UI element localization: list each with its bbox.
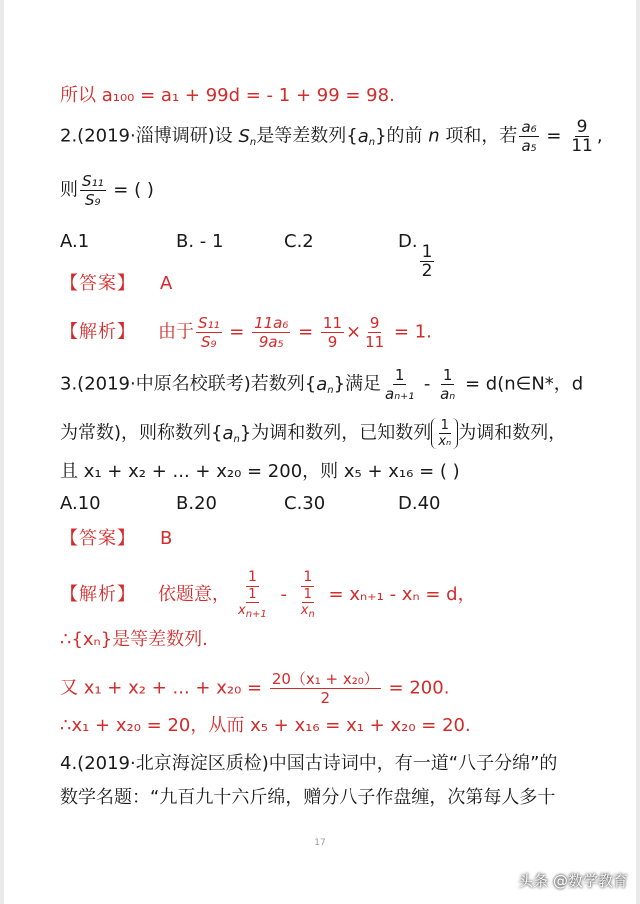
q3-option-c: C.30 <box>284 493 326 514</box>
q3-analysis-tag: 【解析】 <box>60 584 136 605</box>
q3-line2a: 为常数)，则称数列{ <box>60 422 223 444</box>
q3-f2: $\frac{1}{\text{aₙ}}$ <box>440 366 456 403</box>
q3-analysis-c <box>60 670 449 707</box>
q2-an: $a_n$ <box>357 125 376 148</box>
line-a100-text: 所以 a₁₀₀ = a₁ + 99d = - 1 + 99 = 98. <box>60 85 395 106</box>
q3-line-c-tail: = 200. <box>382 677 450 699</box>
q3-line-c-prefix: 又 x₁ + x₂ + ... + x₂₀ = <box>60 677 268 699</box>
q2-answer <box>60 272 172 296</box>
q4-line-2 <box>60 786 555 810</box>
q2-option-d-fraction: $\frac{1}{2}$ <box>421 242 433 281</box>
document-page <box>4 0 636 904</box>
q2-ratio-fraction: $\frac{\text{a₆}}{\text{a₅}}$ <box>521 118 537 155</box>
q3-answer-tag: 【答案】 <box>60 528 136 549</box>
q3-line2c: 为调和数列， <box>458 422 567 444</box>
q3-line-d: ∴x₁ + x₂₀ = 20，从而 x₅ + x₁₆ = x₁ + x₂₀ = 20. <box>60 715 471 736</box>
q3-line3: 且 x₁ + x₂ + ... + x₂₀ = 200，则 x₅ + x₁₆ = ( ) <box>60 461 460 482</box>
q2-n: n <box>428 125 440 147</box>
q3-analysis: 【解析】 依题意， $\frac{1}{\frac{1}{x_{n+1}}}$ - $\frac{1}{\frac{1}{x_n}}$ = xₙ₊₁ - xₙ = d， <box>60 569 476 620</box>
q2-sn: $S_n$ <box>238 125 257 148</box>
q2-option-d: D. $\frac{1}{2}$ <box>398 231 433 281</box>
q3-answer <box>60 527 172 551</box>
q2-option-c: C.2 <box>284 231 314 252</box>
q2-analysis-prefix: 由于 <box>158 321 194 343</box>
q3-analysis-b <box>60 628 208 652</box>
q2-analysis: 【解析】 由于 $\frac{\text{S₁₁}}{\text{S₉}}$ = $\frac{\text{11a₆}}{\text{9a₅}}$ = $\frac{11}{9}$ × $\frac{9}{11}$ = 1. <box>60 314 432 351</box>
q3-line-b: ∴{xₙ}是等差数列. <box>60 629 208 650</box>
q2-statement <box>60 118 603 155</box>
q3-statement-2 <box>60 418 566 452</box>
q2-option-a: A.1 <box>60 231 90 252</box>
q2-eq: = <box>540 125 568 147</box>
q3-statement <box>60 366 583 403</box>
q3-analysis-compound-1: $\frac{1}{\frac{1}{x_{n+1}}}$ <box>238 569 267 620</box>
q2-analysis-f2: $\frac{\text{11a₆}}{\text{9a₅}}$ <box>254 314 289 351</box>
q2-question <box>60 172 154 209</box>
q3-an-2: $a_n$ <box>222 422 240 445</box>
q2-options <box>60 230 580 281</box>
q2-tail: , <box>596 125 603 147</box>
q2-mid3: 项和，若 <box>439 125 518 147</box>
q2-analysis-tag: 【解析】 <box>60 321 136 343</box>
q3-option-b: B.20 <box>176 493 217 514</box>
q2-mid2: }的前 <box>375 125 429 147</box>
q2-ze: 则 <box>60 179 78 201</box>
q2-answer-tag: 【答案】 <box>60 273 136 294</box>
q3-analysis-compound-2: $\frac{1}{\frac{1}{x_n}}$ <box>300 569 315 620</box>
q3-option-d: D.40 <box>398 493 441 514</box>
q3-prefix: 3.(2019·中原名校联考)若数列{ <box>60 373 317 395</box>
q4-text-2: 数学名题：“九百九十六斤绵，赠分八子作盘缠，次第每人多十 <box>60 787 556 808</box>
q3-f1: $\frac{1}{\text{aₙ₊₁}}$ <box>385 366 415 403</box>
q2-option-b: B. - 1 <box>176 231 224 252</box>
q3-analysis-tail: = xₙ₊₁ - xₙ = d， <box>322 584 476 605</box>
q2-analysis-f3: $\frac{11}{9}$ <box>322 314 343 351</box>
page-number: 17 <box>314 838 326 848</box>
q3-option-a: A.10 <box>60 493 101 514</box>
q3-analysis-d <box>60 714 471 738</box>
line-a100 <box>60 84 395 108</box>
q3-options <box>60 492 580 518</box>
q2-answer-value: A <box>160 273 173 294</box>
q4-text-1: 4.(2019·北京海淀区质检)中国古诗词中，有一道“八子分绵”的 <box>60 753 558 774</box>
q3-an: $a_n$ <box>316 373 334 396</box>
q2-analysis-f1: $\frac{\text{S₁₁}}{\text{S₉}}$ <box>198 314 220 351</box>
watermark: 头条 @数学教育 <box>518 872 628 890</box>
q2-mid: 是等差数列{ <box>256 125 358 147</box>
q3-mid: }满足 <box>333 373 382 395</box>
q2-value-fraction: $\frac{9}{11}$ <box>571 117 593 156</box>
q3-line2b: }为调和数列，已知数列 <box>239 422 432 444</box>
q2-prefix: 2.(2019·淄博调研)设 <box>60 125 239 147</box>
q3-minus: - <box>418 373 437 395</box>
q3-paren-fraction: $\frac{1}{\text{xₙ}}$ <box>431 418 458 449</box>
q3-answer-value: B <box>160 528 173 549</box>
q3-analysis-prefix: 依题意， <box>158 584 230 605</box>
q2-ask-tail: = ( ) <box>107 179 154 201</box>
q3-line-c-fraction: $\frac{\text{20（x₁ + x₂₀）}}{2}$ <box>271 670 379 707</box>
q2-analysis-tail: = 1. <box>388 321 432 343</box>
q2-ask-fraction: $\frac{\text{S₁₁}}{\text{S₉}}$ <box>82 172 104 209</box>
q3-question <box>60 460 460 484</box>
q4-line-1 <box>60 752 557 776</box>
q3-tail: = d(n∈N*，d <box>459 373 584 395</box>
q2-analysis-f4: $\frac{9}{11}$ <box>365 314 385 351</box>
